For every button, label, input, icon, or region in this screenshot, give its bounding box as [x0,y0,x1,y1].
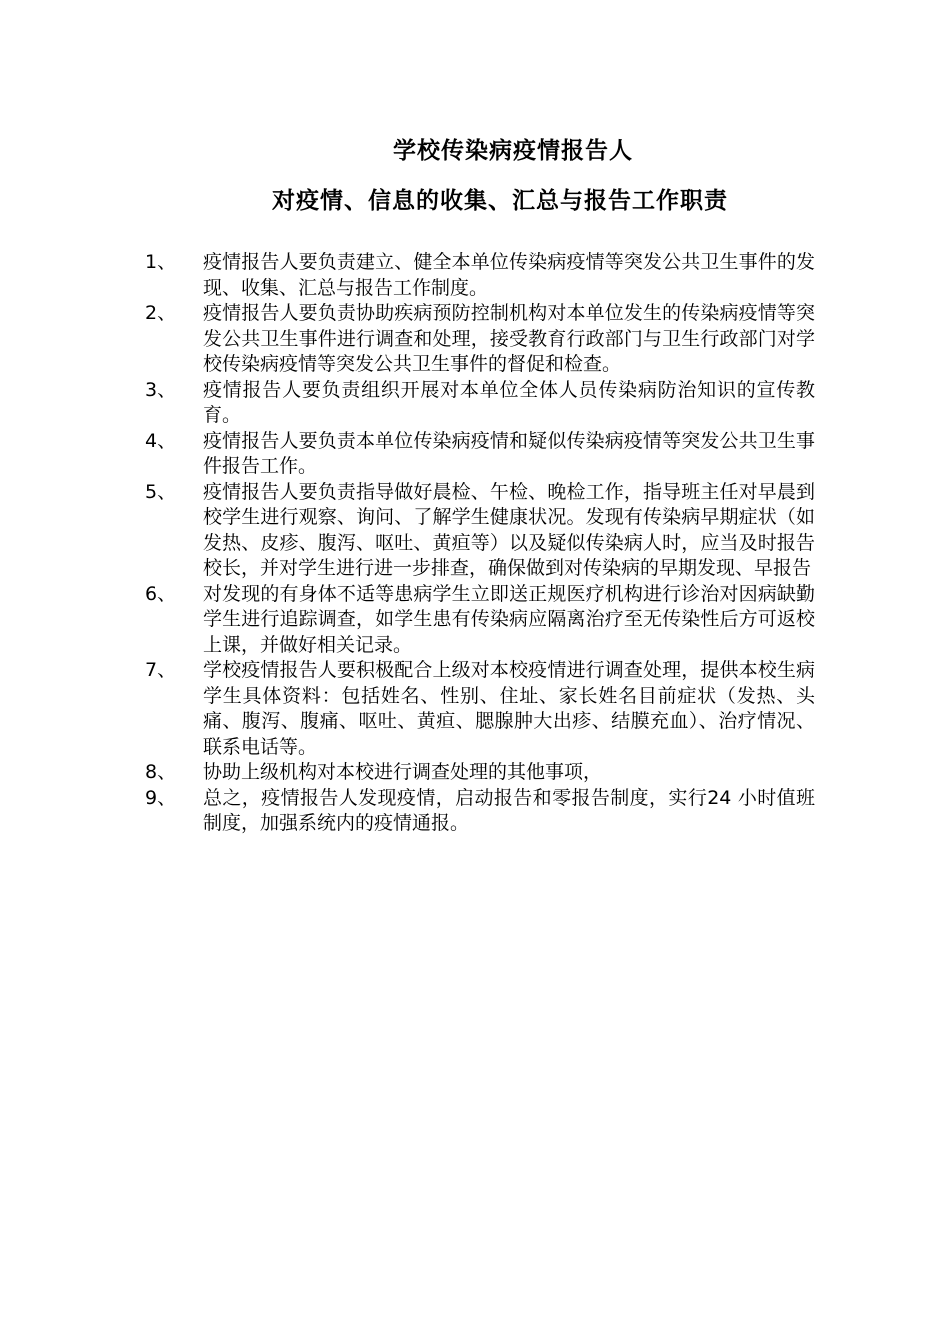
duty-list [145,250,815,837]
duty-item-text: 疫情报告人要负责协助疾病预防控制机构对本单位发生的传染病疫情等突发公共卫生事件进行调查和处理，接受教育行政部门与卫生行政部门对学校传染病疫情等突发公共卫生事件的督促和检查。 [203,302,815,375]
duty-item-text: 协助上级机构对本校进行调查处理的其他事项， [203,761,603,783]
duty-item-3 [145,378,815,429]
duty-item-text: 总之，疫情报告人发现疫情，启动报告和零报告制度，实行24 小时值班制度，加强系统内的疫情通报。 [203,786,815,834]
document-title-line-1: 学校传染病疫情报告人 [393,138,633,164]
duty-item-number: 2、 [145,302,177,324]
duty-item-text: 疫情报告人要负责指导做好晨检、午检、晚检工作，指导班主任对早晨到校学生进行观察、询问、了解学生健康状况。发现有传染病早期症状（如发热、皮疹、腹泻、呕吐、黄疸等）以及疑似传染病人时，应当及时报告校长，并对学生进行进一步排查，确保做到对传染病的早期发现、早报告 [203,480,815,579]
duty-item-1 [145,250,815,301]
duty-item-number: 3、 [145,378,177,401]
duty-item-text: 疫情报告人要负责本单位传染病疫情和疑似传染病疫情等突发公共卫生事件报告工作。 [203,429,815,477]
duty-item-number: 6、 [145,582,177,605]
duty-item-9 [145,786,815,837]
duty-item-6 [145,582,815,659]
duty-item-2 [145,301,815,378]
duty-item-number: 1、 [145,251,177,273]
duty-item-text: 疫情报告人要负责建立、健全本单位传染病疫情等突发公共卫生事件的发现、收集、汇总与报告工作制度。 [203,251,815,299]
duty-item-text: 学校疫情报告人要积极配合上级对本校疫情进行调查处理，提供本校生病学生具体资料：包括姓名、性别、住址、家长姓名目前症状（发热、头痛、腹泻、腹痛、呕吐、黄疸、腮腺肿大出疹、结膜充血）、治疗情况、联系电话等。 [203,659,815,758]
duty-item-number: 7、 [145,659,177,681]
duty-item-number: 9、 [145,786,177,809]
duty-item-number: 8、 [145,761,177,783]
duty-item-text: 对发现的有身体不适等患病学生立即送正规医疗机构进行诊治对因病缺勤学生进行追踪调查，如学生患有传染病应隔离治疗至无传染性后方可返校上课，并做好相关记录。 [203,582,815,656]
duty-item-text: 疫情报告人要负责组织开展对本单位全体人员传染病防治知识的宣传教育。 [203,378,815,426]
duty-item-8 [145,760,815,786]
duty-item-7 [145,658,815,760]
duty-item-5 [145,480,815,582]
duty-item-number: 4、 [145,429,177,452]
duty-item-4 [145,429,815,480]
duty-item-number: 5、 [145,480,177,503]
document-title-line-2: 对疫情、信息的收集、汇总与报告工作职责 [272,188,728,214]
